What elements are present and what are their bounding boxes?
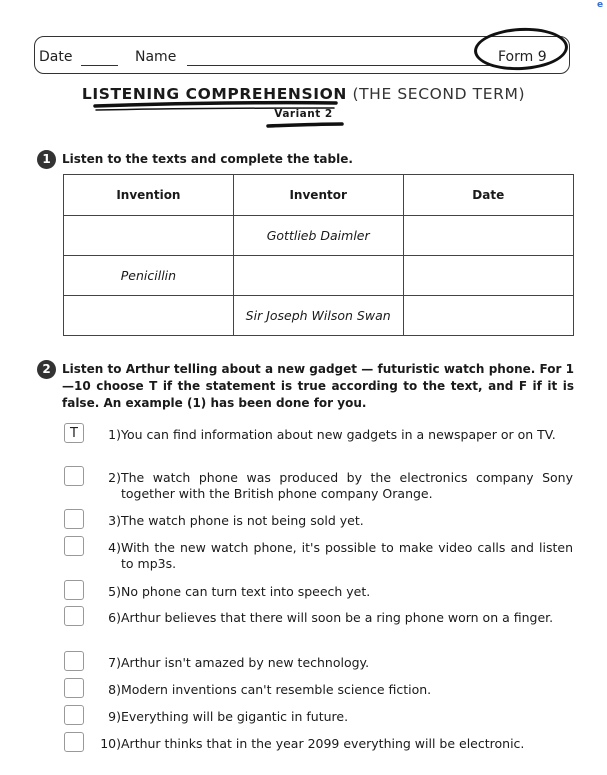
- answer-box[interactable]: [64, 705, 84, 725]
- variant-label: Variant 2: [274, 108, 333, 120]
- statement-number: 4): [108, 540, 121, 555]
- answer-box[interactable]: [64, 509, 84, 529]
- statement-text: Everything will be gigantic in future.: [121, 709, 349, 724]
- corner-mark: e: [597, 0, 604, 10]
- statement-number: 1): [108, 427, 121, 442]
- statement-number: 2): [108, 470, 121, 485]
- statement-text: You can find information about new gadgets in a newspaper or on TV.: [121, 427, 556, 442]
- title-underline-stroke: [95, 103, 336, 106]
- statement-number: 6): [108, 610, 121, 625]
- title-main: LISTENING COMPREHENSION: [81, 85, 347, 103]
- table-row: [64, 256, 574, 296]
- table-row: [64, 296, 574, 336]
- table-cell: Penicillin: [64, 256, 234, 296]
- statement-text: Arthur thinks that in the year 2099 everything will be electronic.: [121, 736, 525, 751]
- table-cell[interactable]: [233, 256, 403, 296]
- statement-text: The watch phone was produced by the electronics company Sony together with the British phone company Orange.: [121, 470, 573, 501]
- task2-number-badge: 2: [37, 360, 56, 379]
- col-header-date: Date: [403, 175, 573, 216]
- table-cell: Sir Joseph Wilson Swan: [233, 296, 403, 336]
- table-cell[interactable]: [403, 296, 573, 336]
- table-cell[interactable]: [64, 296, 234, 336]
- date-label: Date: [39, 49, 73, 65]
- name-label: Name: [135, 49, 177, 65]
- answer-box[interactable]: [64, 536, 84, 556]
- answer-box[interactable]: [64, 678, 84, 698]
- statement-number: 8): [108, 682, 121, 697]
- title-suffix: (THE SECOND TERM): [352, 85, 526, 103]
- statement-text: With the new watch phone, it's possible to make video calls and listen to mp3s.: [121, 540, 573, 571]
- title-underline-stroke-2: [96, 108, 334, 110]
- table-cell[interactable]: [403, 256, 573, 296]
- task1-number-badge: 1: [37, 150, 56, 169]
- statement-text: Arthur isn't amazed by new technology.: [121, 655, 370, 670]
- statement-number: 7): [108, 655, 121, 670]
- underline-annotations: [0, 0, 607, 140]
- table-cell: Gottlieb Daimler: [233, 216, 403, 256]
- answer-box[interactable]: T: [64, 423, 84, 443]
- statement-number: 10): [100, 736, 121, 751]
- task2-instruction: Listen to Arthur telling about a new gadget — futuristic watch phone. For 1—10 choose T if the statement is true according to the text, and F if it is false. An example (1) has been done for you.: [62, 362, 574, 410]
- answer-box[interactable]: [64, 606, 84, 626]
- table-header-row: [64, 175, 574, 216]
- task1-instruction: Listen to the texts and complete the table.: [62, 152, 353, 166]
- statement-number: 5): [108, 584, 121, 599]
- statement-text: Arthur believes that there will soon be a ring phone worn on a finger.: [121, 610, 554, 625]
- answer-box[interactable]: [64, 732, 84, 752]
- statement-number: 9): [108, 709, 121, 724]
- col-header-invention: Invention: [64, 175, 234, 216]
- form-label: Form 9: [498, 49, 547, 65]
- table-cell[interactable]: [403, 216, 573, 256]
- statement-number: 3): [108, 513, 121, 528]
- statement-text: No phone can turn text into speech yet.: [121, 584, 371, 599]
- answer-box[interactable]: [64, 651, 84, 671]
- answer-box[interactable]: [64, 466, 84, 486]
- table-cell[interactable]: [64, 216, 234, 256]
- answer-box[interactable]: [64, 580, 84, 600]
- statement-text: Modern inventions can't resemble science fiction.: [121, 682, 432, 697]
- invention-table: [63, 174, 574, 336]
- col-header-inventor: Inventor: [233, 175, 403, 216]
- statement-text: The watch phone is not being sold yet.: [121, 513, 364, 528]
- variant-underline-stroke: [268, 124, 342, 126]
- table-row: [64, 216, 574, 256]
